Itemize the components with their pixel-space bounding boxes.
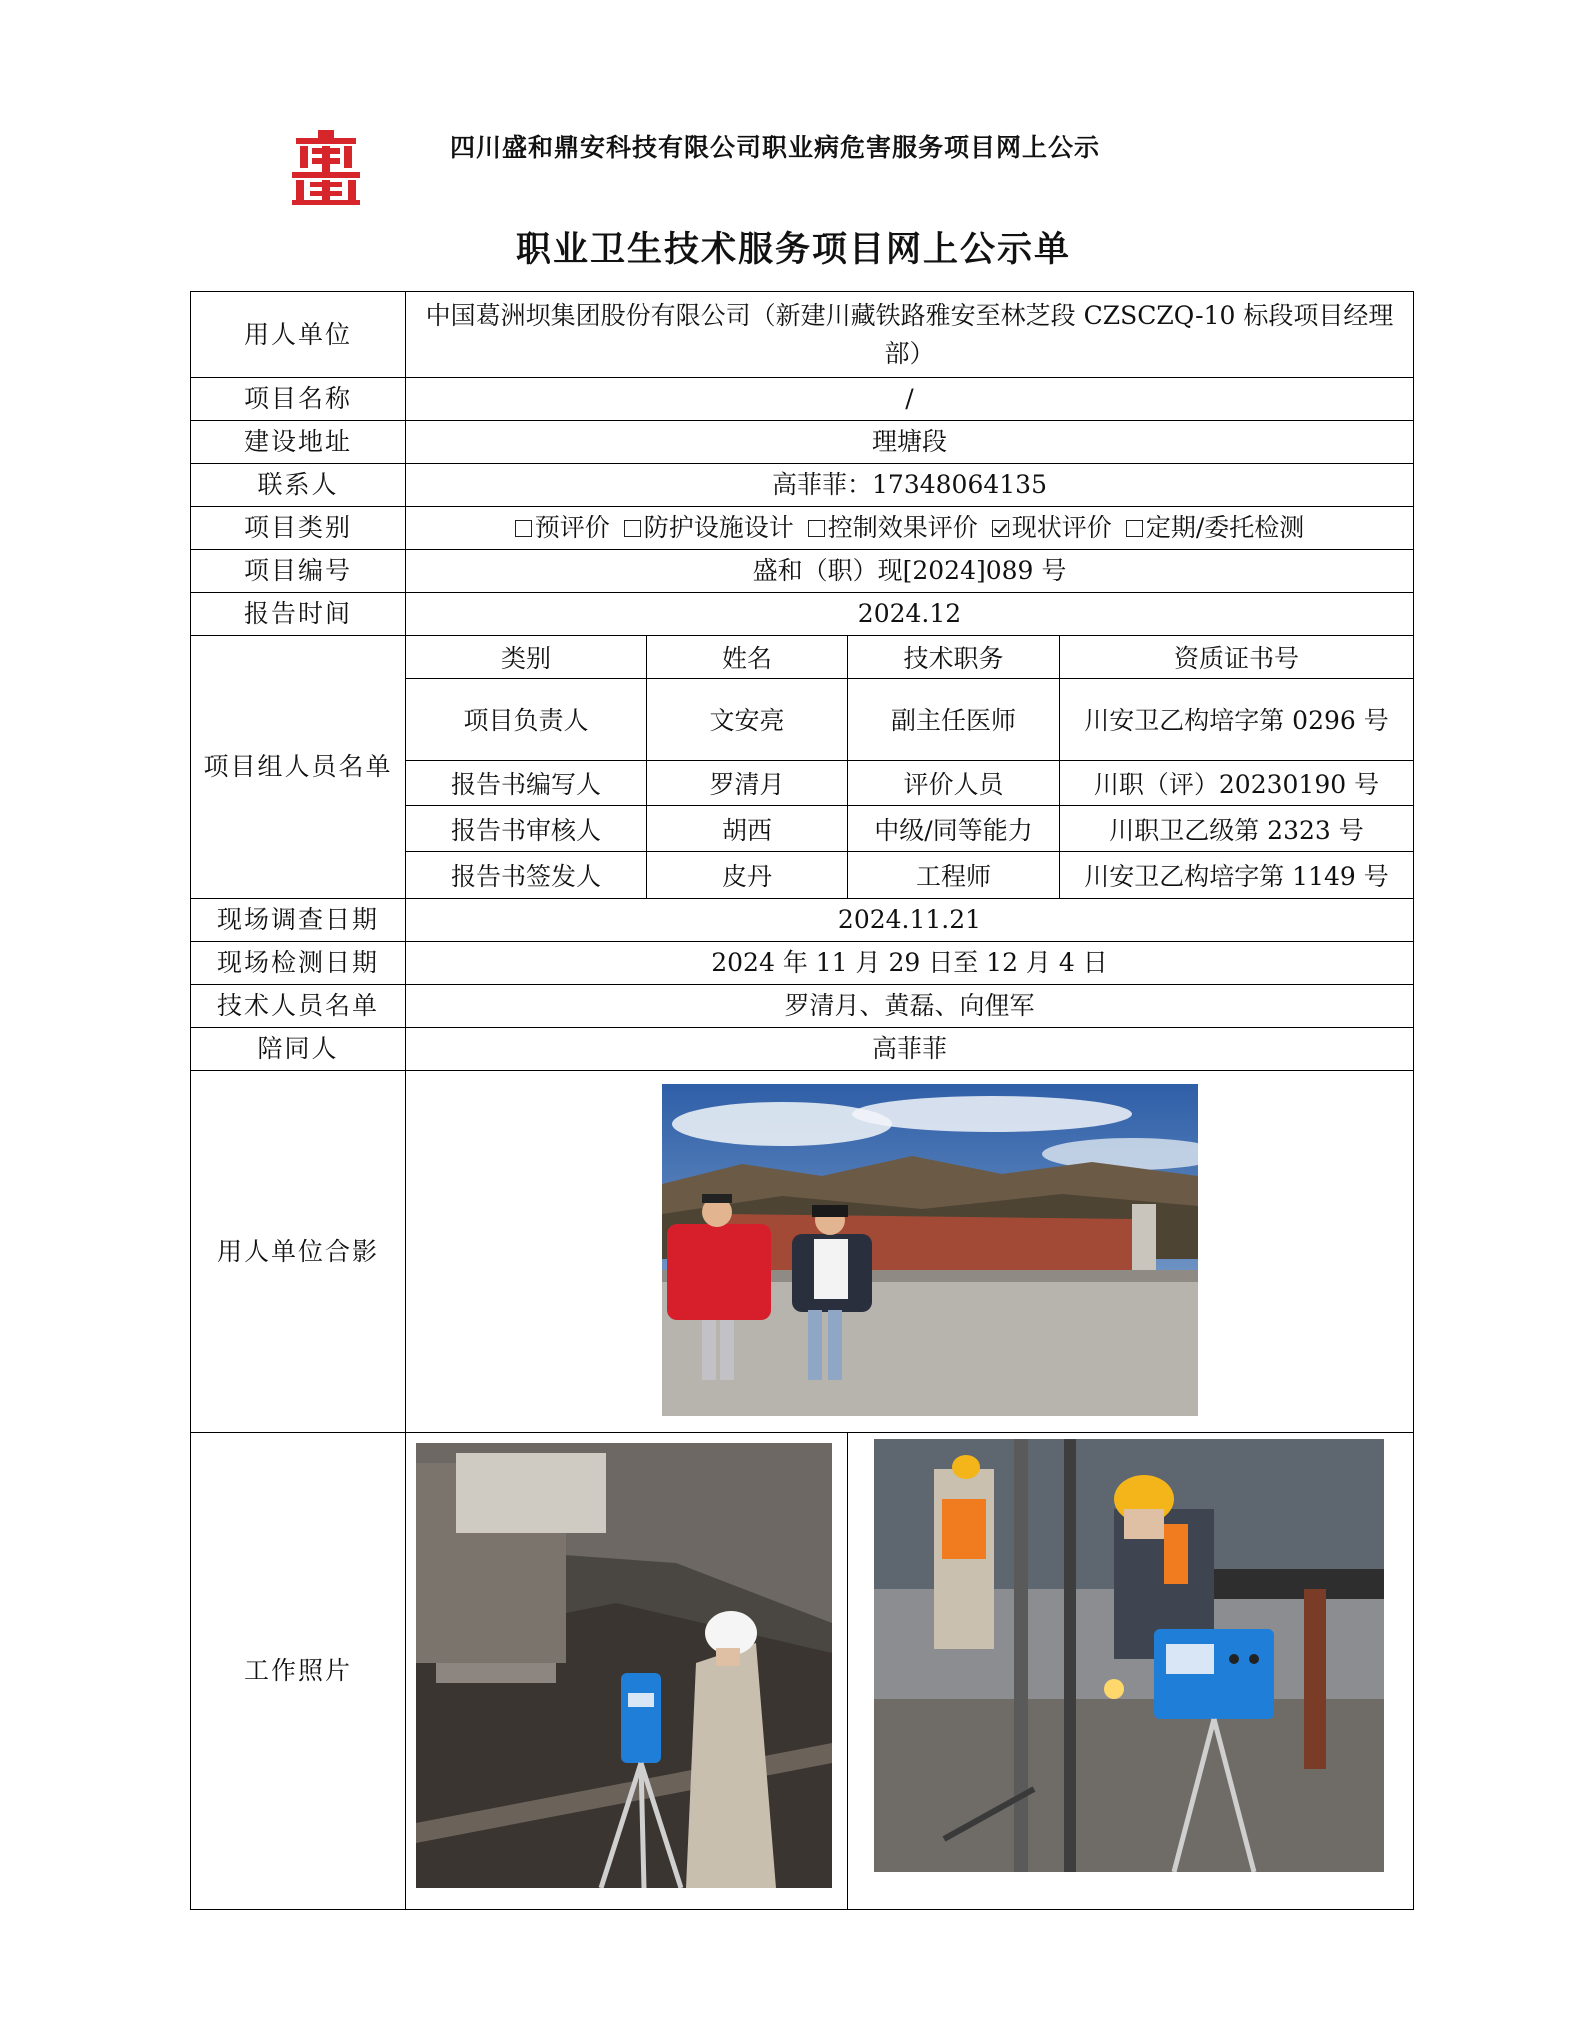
category-option: 控制效果评价	[808, 509, 978, 547]
team-cell: 评价人员	[848, 761, 1060, 806]
work-photo-cells	[406, 1433, 1413, 1909]
survey-date-label: 现场调查日期	[191, 899, 406, 941]
team-header-cell: 类别	[406, 636, 647, 678]
team-row	[406, 852, 1413, 898]
row-group-photo	[191, 1071, 1413, 1433]
row-employer	[191, 292, 1413, 378]
row-escort	[191, 1028, 1413, 1071]
team-cell: 皮丹	[647, 852, 848, 898]
team-cell: 报告书签发人	[406, 852, 647, 898]
team-cell: 工程师	[848, 852, 1060, 898]
work-photo-label: 工作照片	[191, 1433, 406, 1909]
team-label: 项目组人员名单	[191, 636, 406, 898]
row-report-time	[191, 593, 1413, 636]
row-project-no	[191, 550, 1413, 593]
team-row	[406, 806, 1413, 852]
team-cell: 项目负责人	[406, 679, 647, 760]
checkbox-icon	[624, 520, 641, 537]
work-photo-cell-left	[406, 1433, 848, 1909]
row-address	[191, 421, 1413, 464]
team-cell: 胡西	[647, 806, 848, 851]
page-title: 职业卫生技术服务项目网上公示单	[515, 229, 1071, 270]
row-tech-staff	[191, 985, 1413, 1028]
team-cell: 川职卫乙级第 2323 号	[1109, 815, 1364, 845]
project-no-value: 盛和（职）现[2024]089 号	[752, 556, 1067, 585]
row-test-date	[191, 942, 1413, 985]
checked-checkbox-icon	[992, 520, 1009, 537]
team-table	[406, 636, 1413, 898]
project-no-label: 项目编号	[191, 550, 406, 592]
checkbox-icon	[515, 520, 532, 537]
tech-staff-label: 技术人员名单	[191, 985, 406, 1027]
report-time-label: 报告时间	[191, 593, 406, 635]
team-cell: 川安卫乙构培字第 0296 号	[1084, 706, 1389, 736]
team-cell: 川安卫乙构培字第 1149 号	[1084, 862, 1389, 892]
test-date-value: 2024 年 11 月 29 日至 12 月 4 日	[711, 948, 1108, 977]
team-header-cell: 技术职务	[848, 636, 1060, 678]
team-cell: 川职（评）20230190 号	[1093, 769, 1380, 799]
address-label: 建设地址	[191, 421, 406, 463]
announcement-form	[190, 291, 1414, 1910]
team-cell: 报告书编写人	[406, 761, 647, 806]
team-cell: 罗清月	[647, 761, 848, 806]
checkbox-icon	[1126, 520, 1143, 537]
category-option: 防护设施设计	[624, 509, 794, 547]
test-date-label: 现场检测日期	[191, 942, 406, 984]
escort-label: 陪同人	[191, 1028, 406, 1070]
category-option: 预评价	[515, 509, 610, 547]
group-photo-label: 用人单位合影	[191, 1071, 406, 1432]
tech-staff-value: 罗清月、黄磊、向俚军	[784, 991, 1035, 1020]
category-options	[406, 507, 1413, 549]
employer-label: 用人单位	[191, 292, 406, 377]
employer-value: 中国葛洲坝集团股份有限公司（新建川藏铁路雅安至林芝段 CZSCZQ-10 标段项目经理部）	[425, 300, 1394, 368]
category-option: 定期/委托检测	[1126, 509, 1304, 547]
row-category	[191, 507, 1413, 550]
group-photo	[662, 1084, 1198, 1416]
work-photo-cell-right	[848, 1433, 1413, 1909]
row-work-photos	[191, 1433, 1413, 1909]
project-name-label: 项目名称	[191, 378, 406, 420]
team-header-row	[406, 636, 1413, 679]
header-org-line: 四川盛和鼎安科技有限公司职业病危害服务项目网上公示	[450, 133, 1101, 162]
team-row	[406, 761, 1413, 807]
row-contact	[191, 464, 1413, 507]
category-option: 现状评价	[992, 509, 1112, 547]
team-cell: 副主任医师	[848, 679, 1060, 760]
team-cell: 报告书审核人	[406, 806, 647, 851]
contact-label: 联系人	[191, 464, 406, 506]
group-photo-cell	[406, 1071, 1413, 1432]
team-cell: 中级/同等能力	[848, 806, 1060, 851]
checkbox-icon	[808, 520, 825, 537]
company-logo	[288, 128, 364, 206]
address-value: 理塘段	[871, 427, 947, 456]
row-project-name	[191, 378, 1413, 421]
category-label: 项目类别	[191, 507, 406, 549]
welding-work-photo	[874, 1439, 1384, 1872]
row-team	[191, 636, 1413, 899]
contact-value: 高菲菲：17348064135	[772, 470, 1047, 499]
tunnel-work-photo	[416, 1443, 832, 1888]
escort-value: 高菲菲	[871, 1034, 947, 1063]
team-header-cell: 姓名	[647, 636, 848, 678]
survey-date-value: 2024.11.21	[837, 905, 982, 934]
team-row	[406, 679, 1413, 761]
report-time-value: 2024.12	[857, 599, 962, 628]
team-cell: 文安亮	[647, 679, 848, 760]
row-survey-date	[191, 899, 1413, 942]
project-name-value: /	[905, 384, 914, 413]
team-header-cell: 资质证书号	[1173, 643, 1299, 673]
